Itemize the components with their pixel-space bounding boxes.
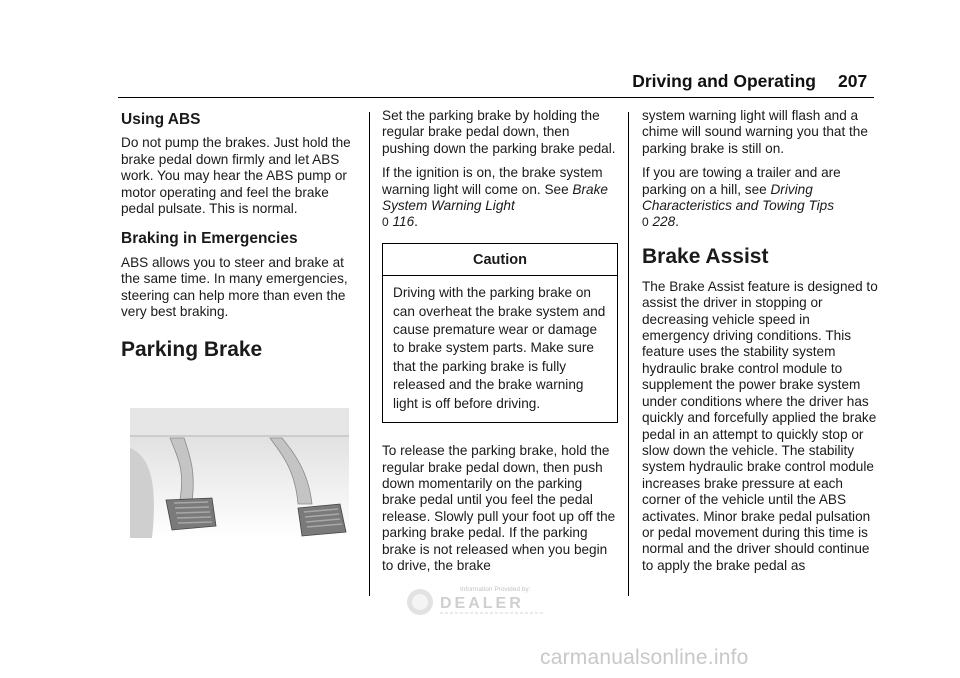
warning-light-continued-text: system warning light will flash and a chime will sound warning you that the parking brake is still on. (642, 108, 868, 156)
ignition-text: If the ignition is on, the brake system warning light will come on. See Brake System Warning Light 0 116. (382, 165, 608, 230)
using-abs-heading: Using ABS (121, 111, 201, 128)
set-parking-brake-text: Set the parking brake by holding the regular brake pedal down, then pushing down the parking brake pedal. (382, 108, 616, 156)
caution-box (382, 243, 618, 423)
using-abs-text: Do not pump the brakes. Just hold the brake pedal down firmly and let ABS work. You may hear the ABS pump or motor operating and feel the brake pedal pulsate. This is normal. (121, 135, 351, 217)
towing-tips-page[interactable]: 228 (652, 214, 676, 230)
watermark-dealer-text: DEALER (440, 595, 524, 612)
header-rule (118, 97, 874, 98)
page-ref-arrow-icon: 0 (642, 215, 649, 230)
parking-brake-pedal (166, 498, 216, 530)
brake-assist-text: The Brake Assist feature is designed to assist the driver in stopping or decreasing vehicle speed in emergency driving conditions. This feature uses the stability system hydraulic brake control module to supplement the power brake system under conditions where the driver has quickly and forcefully applied the brake pedal in an attempt to quickly stop or slow down the vehicle. The stability system hydraulic brake control module increases brake pressure at each corner of the vehicle until the ABS activates. Minor brake pedal pulsation or pedal movement during this time is normal and the driver should continue to apply the brake pedal as (642, 278, 878, 573)
parking-brake-pedals-illustration (130, 408, 349, 538)
braking-emergencies-text: ABS allows you to steer and brake at the same time. In many emergencies, steering can help more than even the very best braking. (121, 254, 348, 320)
towing-text: If you are towing a trailer and are parking on a hill, see Driving Characteristics and Towing Tips 0 228. (642, 165, 841, 230)
column-divider-2 (628, 112, 629, 596)
towing-text-body: If you are towing a trailer and are parking on a hill, see (642, 165, 841, 197)
column-1 (121, 108, 357, 372)
column-divider-1 (369, 112, 370, 596)
release-parking-brake-text: To release the parking brake, hold the regular brake pedal down, then push down momentarily on the parking brake pedal until you feel the pedal release. Slowly pull your foot up off the parking brake pedal. If the parking brake is not released when you begin to drive, the brake (382, 443, 616, 573)
site-footer-watermark: carmanualsonline.info (540, 646, 749, 669)
column-3 (642, 108, 878, 582)
brake-warning-light-page[interactable]: 116 (392, 214, 415, 230)
braking-emergencies-heading: Braking in Emergencies (121, 230, 298, 248)
brake-pedal (298, 504, 346, 536)
page-ref-arrow-icon: 0 (382, 215, 389, 230)
watermark-caption: Information Provided by: (460, 586, 531, 593)
brake-warning-light-ref[interactable]: Brake System Warning Light (382, 181, 608, 214)
caution-title: Caution (383, 244, 617, 276)
parking-brake-heading: Parking Brake (121, 338, 263, 362)
caution-text: Driving with the parking brake on can overheat the brake system and cause premature wear or damage to brake system parts. Make sure that the parking brake is fully released and the brake warning light is off before driving. (393, 285, 606, 411)
column-2 (382, 108, 618, 582)
page-number: 207 (838, 71, 868, 91)
brake-assist-heading: Brake Assist (642, 244, 769, 268)
ignition-text-body: If the ignition is on, the brake system warning light will come on. See (382, 165, 603, 197)
dealer-watermark-logo (404, 582, 548, 620)
page-header-title: Driving and Operating (632, 71, 816, 91)
towing-tips-ref[interactable]: Driving Characteristics and Towing Tips (642, 181, 835, 214)
